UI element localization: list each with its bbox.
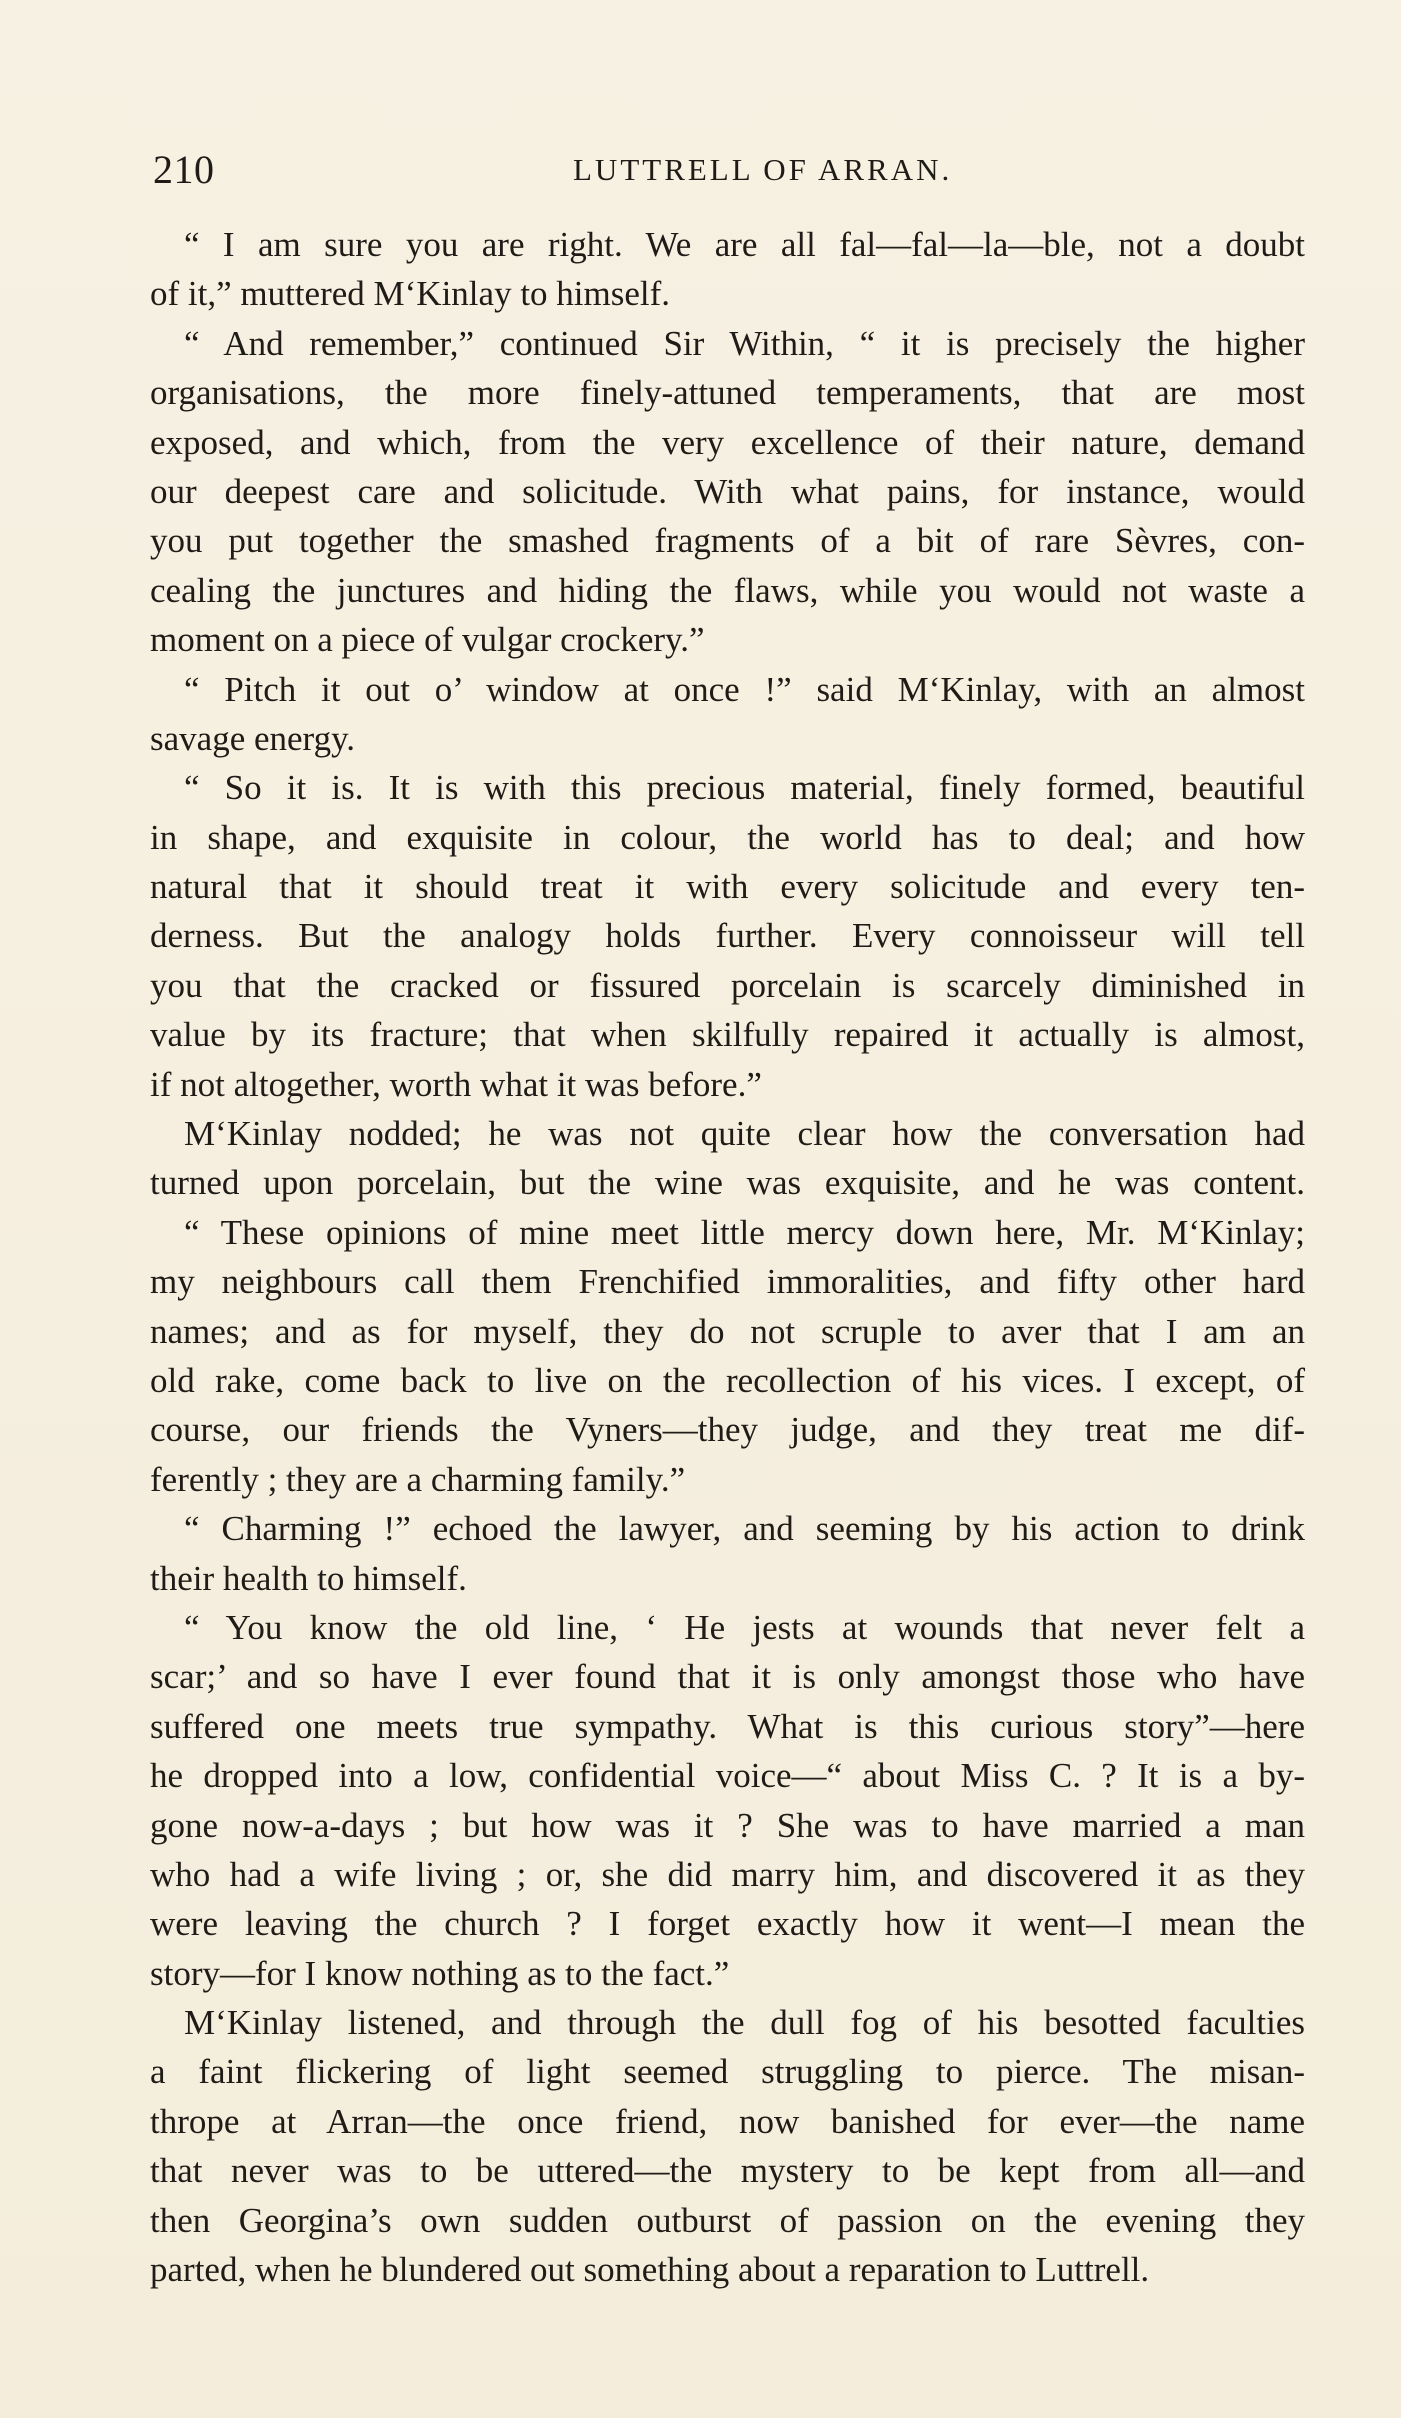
- running-head: LUTTRELL OF ARRAN.: [573, 152, 953, 187]
- text-line: that never was to be uttered—the mystery to be kept from all—and: [150, 2151, 1305, 2191]
- text-line: you that the cracked or fissured porcelain is scarcely diminished in: [150, 965, 1305, 1005]
- text-line: names; and as for myself, they do not scruple to aver that I am an: [150, 1311, 1305, 1351]
- text-line: scar;’ and so have I ever found that it is only amongst those who have: [150, 1657, 1305, 1697]
- text-line: cealing the junctures and hiding the flaws, while you would not waste a: [150, 570, 1305, 610]
- text-line: “ So it is. It is with this precious material, finely formed, beautiful: [184, 768, 1305, 808]
- text-line: who had a wife living ; or, she did marry him, and discovered it as they: [150, 1854, 1305, 1894]
- text-line: derness. But the analogy holds further. Every connoisseur will tell: [150, 916, 1305, 956]
- body-text: [150, 220, 1305, 2294]
- text-line: M‘Kinlay listened, and through the dull fog of his besotted faculties: [184, 2003, 1305, 2043]
- text-line: value by its fracture; that when skilfully repaired it actually is almost,: [150, 1015, 1305, 1055]
- text-line: thrope at Arran—the once friend, now banished for ever—the name: [150, 2101, 1305, 2141]
- text-line: their health to himself.: [150, 1558, 467, 1598]
- text-line: exposed, and which, from the very excellence of their nature, demand: [150, 422, 1305, 462]
- text-line: organisations, the more finely-attuned temperaments, that are most: [150, 373, 1305, 413]
- text-line: he dropped into a low, confidential voice—“ about Miss C. ? It is a by-: [150, 1756, 1305, 1796]
- text-line: “ Pitch it out o’ window at once !” said M‘Kinlay, with an almost: [184, 669, 1305, 709]
- page-number: 210: [153, 147, 215, 192]
- text-line: ferently ; they are a charming family.”: [150, 1459, 686, 1499]
- text-line: moment on a piece of vulgar crockery.”: [150, 620, 705, 660]
- text-line: my neighbours call them Frenchified immoralities, and fifty other hard: [150, 1262, 1305, 1302]
- text-line: gone now-a-days ; but how was it ? She was to have married a man: [150, 1805, 1305, 1845]
- text-line: in shape, and exquisite in colour, the world has to deal; and how: [150, 817, 1305, 857]
- text-line: our deepest care and solicitude. With what pains, for instance, would: [150, 471, 1305, 511]
- text-line: “ And remember,” continued Sir Within, “ it is precisely the higher: [184, 323, 1305, 363]
- text-line: “ These opinions of mine meet little mercy down here, Mr. M‘Kinlay;: [184, 1212, 1305, 1252]
- text-line: a faint flickering of light seemed struggling to pierce. The misan-: [150, 2052, 1305, 2092]
- text-line: then Georgina’s own sudden outburst of passion on the evening they: [150, 2200, 1305, 2240]
- text-line: “ I am sure you are right. We are all fal—fal—la—ble, not a doubt: [184, 225, 1305, 264]
- text-line: you put together the smashed fragments of a bit of rare Sèvres, con-: [150, 521, 1305, 561]
- text-line: were leaving the church ? I forget exactly how it went—I mean the: [150, 1904, 1305, 1944]
- page-header: [153, 146, 1303, 194]
- text-line: natural that it should treat it with every solicitude and every ten-: [150, 867, 1305, 907]
- text-line: “ Charming !” echoed the lawyer, and seeming by his action to drink: [184, 1509, 1305, 1549]
- text-line: course, our friends the Vyners—they judge, and they treat me dif-: [150, 1410, 1305, 1450]
- text-line: story—for I know nothing as to the fact.”: [150, 1953, 730, 1993]
- text-line: old rake, come back to live on the recollection of his vices. I except, of: [150, 1360, 1305, 1400]
- text-line: turned upon porcelain, but the wine was exquisite, and he was content.: [150, 1163, 1305, 1203]
- text-line: suffered one meets true sympathy. What is this curious story”—here: [150, 1706, 1305, 1746]
- text-line: if not altogether, worth what it was before.”: [150, 1064, 762, 1104]
- text-line: savage energy.: [150, 718, 356, 758]
- text-line: “ You know the old line, ‘ He jests at wounds that never felt a: [184, 1607, 1305, 1647]
- text-line: parted, when he blundered out something about a reparation to Luttrell.: [150, 2250, 1150, 2290]
- text-line: M‘Kinlay nodded; he was not quite clear how the conversation had: [184, 1114, 1305, 1154]
- text-line: of it,” muttered M‘Kinlay to himself.: [150, 274, 671, 314]
